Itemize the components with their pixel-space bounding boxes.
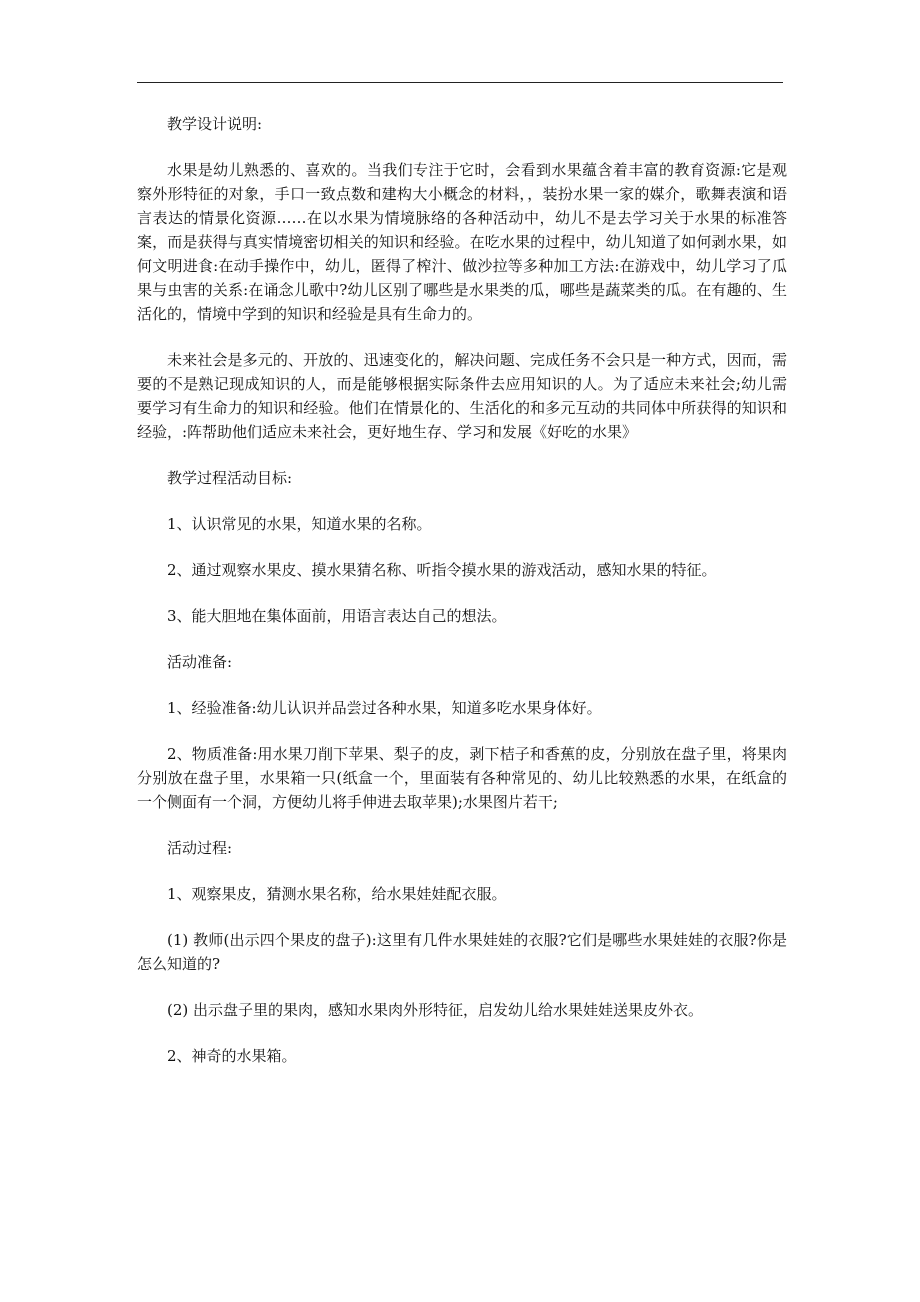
paragraph-future-society: 未来社会是多元的、开放的、迅速变化的，解决问题、完成任务不会只是一种方式，因而，需要的不是熟记现成知识的人，而是能够根据实际条件去应用知识的人。为了适应未来社会;幼儿需要学习有生命力的知识和经验。他们在情景化的、生活化的和多元互动的共同体中所获得的知识和经验，:阵帮助他们适应未来社会，更好地生存、学习和发展《好吃的水果》 [137,351,787,441]
goal-item-2: 2、通过观察水果皮、摸水果猜名称、听指令摸水果的游戏活动，感知水果的特征。 [167,561,717,579]
preparation-item-2: 2、物质准备:用水果刀削下苹果、梨子的皮，剥下桔子和香蕉的皮，分别放在盘子里，将果肉分别放在盘子里，水果箱一只(纸盒一个，里面装有各种常见的、幼儿比较熟悉的水果，在纸盒的一个侧面有一个洞，方便幼儿将手伸进去取苹果);水果图片若干; [137,745,787,811]
heading-activity-preparation: 活动准备: [167,653,233,671]
header-rule [137,82,783,83]
heading-activity-goals: 教学过程活动目标: [167,469,293,487]
paragraph-fruit-resources: 水果是幼儿熟悉的、喜欢的。当我们专注于它时，会看到水果蕴含着丰富的教育资源:它是观察外形特征的对象，手口一致点数和建构大小概念的材料，，装扮水果一家的媒介，歌舞表演和语言表达的情景化资源……在以水果为情境脉络的各种活动中，幼儿不是去学习关于水果的标准答案，而是获得与真实情境密切相关的知识和经验。在吃水果的过程中，幼儿知道了如何剥水果，如何文明进食:在动手操作中，幼儿，匿得了榨汁、做沙拉等多种加工方法:在游戏中，幼儿学习了瓜果与虫害的关系:在诵念儿歌中?幼儿区别了哪些是水果类的瓜，哪些是蔬菜类的瓜。在有趣的、生活化的，情境中学到的知识和经验是具有生命力的。 [137,161,787,323]
preparation-item-1: 1、经验准备:幼儿认识并品尝过各种水果，知道多吃水果身体好。 [167,699,602,717]
heading-activity-process: 活动过程: [167,839,233,857]
process-step-1: 1、观察果皮，猜测水果名称，给水果娃娃配衣服。 [167,885,507,903]
process-step-2: 2、神奇的水果箱。 [167,1047,297,1065]
document-body [137,112,787,1090]
goal-item-1: 1、认识常见的水果，知道水果的名称。 [167,515,432,533]
process-substep-1: (1) 教师(出示四个果皮的盘子):这里有几件水果娃娃的衣服?它们是哪些水果娃娃的衣服?你是怎么知道的? [137,931,787,973]
heading-design-notes: 教学设计说明: [167,115,263,133]
goal-item-3: 3、能大胆地在集体面前，用语言表达自己的想法。 [167,607,507,625]
process-substep-2: (2) 出示盘子里的果肉，感知水果肉外形特征，启发幼儿给水果娃娃送果皮外衣。 [167,1001,704,1019]
